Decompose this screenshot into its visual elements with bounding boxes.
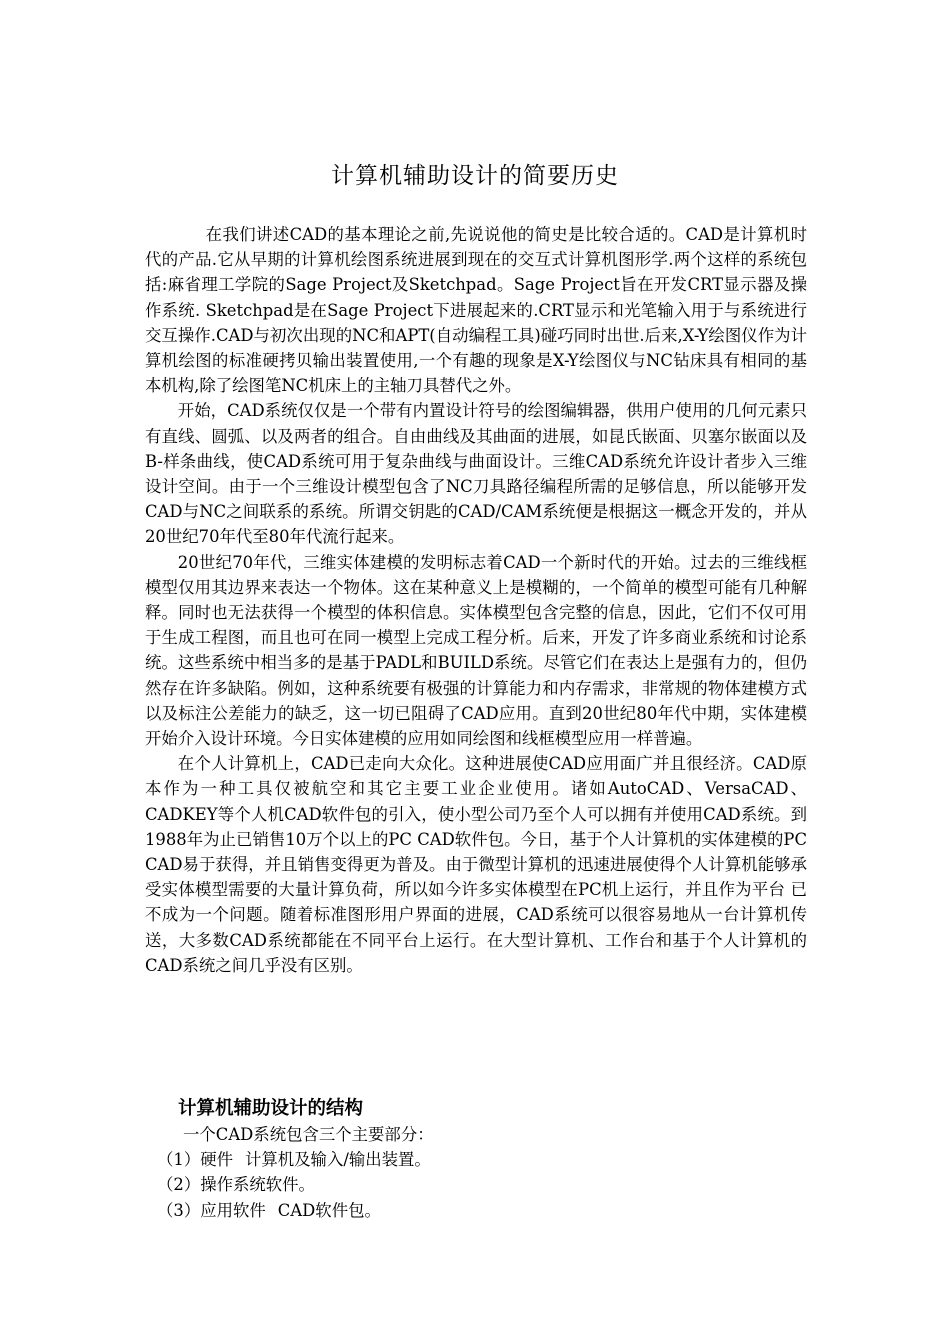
document-title: 计算机辅助设计的简要历史 (331, 163, 619, 189)
section-heading: 计算机辅助设计的结构 (178, 1098, 364, 1119)
structure-item-label: （1）硬件 (157, 1150, 233, 1170)
structure-item-application-software (157, 1198, 434, 1223)
structure-item-label: （2）操作系统软件。 (157, 1175, 315, 1195)
paragraph-history-intro: 在我们讲述CAD的基本理论之前,先说说他的简史是比较合适的。CAD是计算机时代的产品.它从早期的计算机绘图系统进展到现在的交互式计算机图形学.两个这样的系统包括:麻省理工学院的Sage Project及Sketchpad。Sage Project旨在开发CRT显示器及操作系统. Sketchpad是在Sage Project下进展起来的.CRT显示和光笔输入用于与系统进行交互操作.CAD与初次出现的NC和APT(自动编程工具)碰巧同时出世.后来,X-Y绘图仪作为计算机绘图的标准硬拷贝输出装置使用,一个有趣的现象是X-Y绘图仪与NC钻床具有相同的基本机构,除了绘图笔NC机床上的主轴刀具替代之外。 (145, 225, 807, 396)
structure-intro: 一个CAD系统包含三个主要部分： (183, 1125, 434, 1144)
structure-item-detail: CAD软件包。 (277, 1200, 381, 1220)
paragraph-personal-computers: 在个人计算机上，CAD已走向大众化。这种进展使CAD应用面广并且很经济。CAD原本作为一种工具仅被航空和其它主要工业企业使用。诸如AutoCAD、VersaCAD、CADKEY等个人机CAD软件包的引入，使小型公司乃至个人可以拥有并使用CAD系统。到1988年为止已销售10万个以上的PC CAD软件包。今日，基于个人计算机的实体建模的PC CAD易于获得，并且销售变得更为普及。由于微型计算机的迅速进展使得个人计算机能够承受实体模型需要的大量计算负荷，所以如今许多实体模型在PC机上运行，并且作为平台 已不成为一个问题。随着标准图形用户界面的进展，CAD系统可以很容易地从一台计算机传送，大多数CAD系统都能在不同平台上运行。在大型计算机、工作台和基于个人计算机的CAD系统之间几乎没有区别。 (145, 754, 807, 975)
structure-item-detail: 计算机及输入/输出装置。 (245, 1150, 431, 1170)
structure-item-hardware (157, 1147, 434, 1172)
paragraph-early-cad: 开始，CAD系统仅仅是一个带有内置设计符号的绘图编辑器，供用户使用的几何元素只有直线、圆弧、以及两者的组合。自由曲线及其曲面的进展，如昆氏嵌面、贝塞尔嵌面以及B-样条曲线，使CAD系统可用于复杂曲线与曲面设计。三维CAD系统允许设计者步入三维设计空间。由于一个三维设计模型包含了NC刀具路径编程所需的足够信息，所以能够开发CAD与NC之间联系的系统。所谓交钥匙的CAD/CAM系统便是根据这一概念开发的，并从20世纪70年代至80年代流行起来。 (145, 401, 807, 547)
structure-item-os-software (157, 1172, 434, 1197)
structure-item-label: （3）应用软件 (157, 1200, 266, 1220)
structure-list (157, 1122, 434, 1223)
body-text (145, 222, 807, 978)
paragraph-solid-modeling: 20世纪70年代，三维实体建模的发明标志着CAD一个新时代的开始。过去的三维线框模型仅用其边界来表达一个物体。这在某种意义上是模糊的，一个简单的模型可能有几种解释。同时也无法获得一个模型的体积信息。实体模型包含完整的信息，因此，它们不仅可用于生成工程图，而且也可在同一模型上完成工程分析。后来，开发了许多商业系统和讨论系统。这些系统中相当多的是基于PADL和BUILD系统。尽管它们在表达上是强有力的，但仍然存在许多缺陷。例如，这种系统要有极强的计算能力和内存需求，非常规的物体建模方式以及标注公差能力的缺乏，这一切已阻碍了CAD应用。直到20世纪80年代中期，实体建模开始介入设计环境。今日实体建模的应用如同绘图和线框模型应用一样普遍。 (145, 552, 807, 749)
